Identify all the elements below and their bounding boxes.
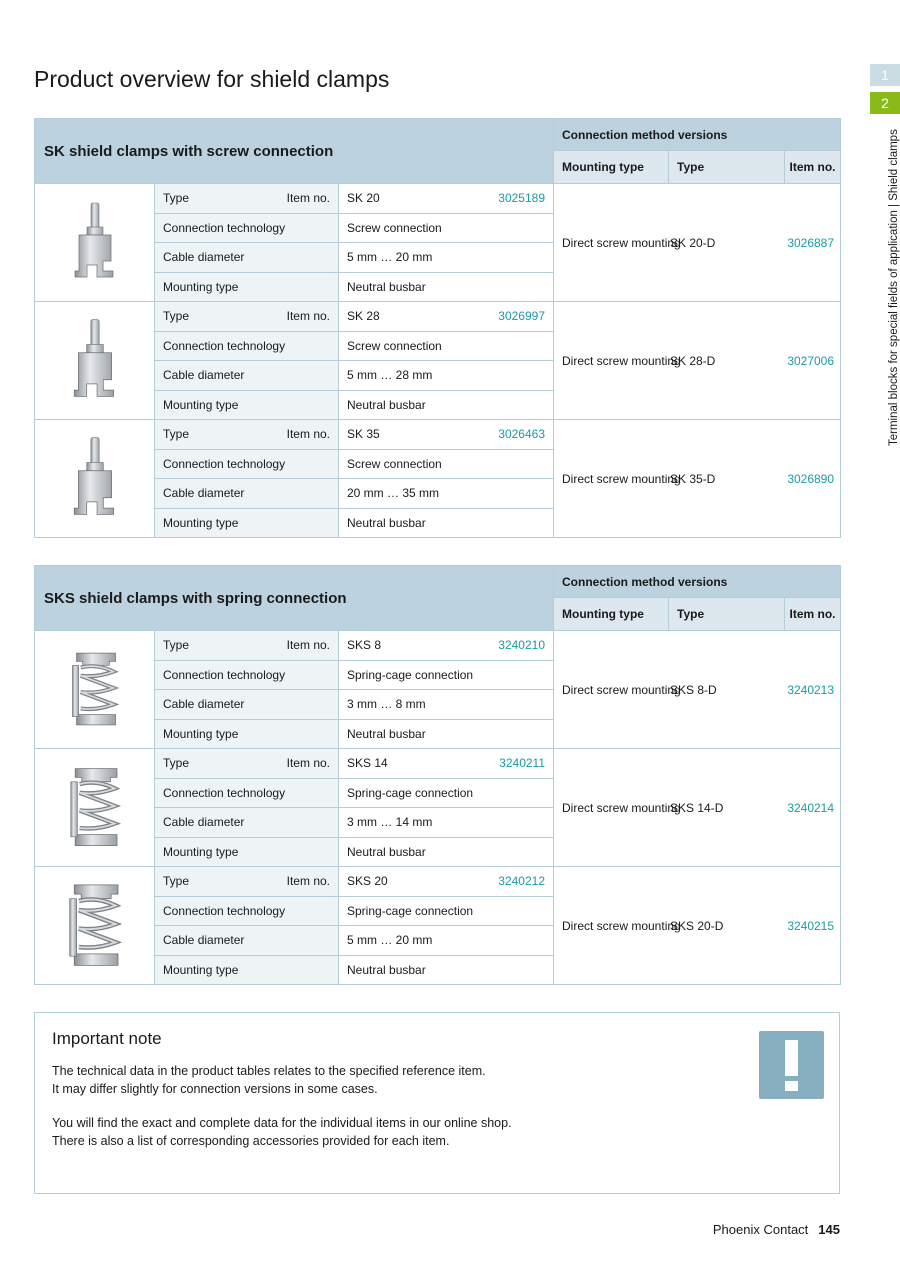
conn-item-link[interactable]: 3026887 [787, 235, 835, 250]
product-image-sk20 [35, 184, 155, 302]
row-label-technology: Connection technology [155, 331, 339, 361]
row-label-cable: Cable diameter [155, 926, 339, 956]
conn-item-link[interactable]: 3240214 [787, 800, 835, 815]
product-technology: Spring-cage connection [339, 778, 554, 808]
conn-type: SKS 20-D [670, 918, 724, 933]
product-technology: Spring-cage connection [339, 896, 554, 926]
connection-method-header: Connection method versions [554, 566, 841, 598]
row-label-mounting: Mounting type [155, 390, 339, 420]
product-item-link[interactable]: 3026997 [498, 309, 545, 324]
product-technology: Screw connection [339, 213, 554, 243]
product-technology: Screw connection [339, 449, 554, 479]
conn-item-link[interactable]: 3026890 [787, 471, 835, 486]
product-item-link[interactable]: 3240210 [498, 638, 545, 653]
note-paragraph-2 [52, 1114, 512, 1150]
product-item-link[interactable]: 3026463 [498, 427, 545, 442]
type-header: Type [669, 151, 785, 184]
conn-mounting-type: Direct screw mounting [562, 471, 681, 486]
row-label-type: Type [163, 309, 190, 324]
product-mounting: Neutral busbar [339, 837, 554, 867]
product-image-sk35 [35, 420, 155, 538]
important-note-box [34, 1012, 840, 1194]
row-label-item-no: Item no. [286, 638, 330, 653]
mounting-type-header: Mounting type [554, 151, 669, 184]
row-label-technology: Connection technology [155, 896, 339, 926]
row-label-technology: Connection technology [155, 660, 339, 690]
product-technology: Spring-cage connection [339, 660, 554, 690]
product-mounting: Neutral busbar [339, 719, 554, 749]
product-image-sk28 [35, 302, 155, 420]
product-type: SKS 14 [347, 756, 388, 771]
conn-type: SK 35-D [670, 471, 716, 486]
note-paragraph-1 [52, 1062, 486, 1098]
conn-mounting-type: Direct screw mounting [562, 235, 681, 250]
connection-version-cell [554, 867, 841, 985]
row-label-item-no: Item no. [286, 191, 330, 206]
footer-brand: Phoenix Contact [712, 1222, 809, 1237]
product-item-link[interactable]: 3240212 [498, 874, 545, 889]
row-label-item-no: Item no. [286, 874, 330, 889]
type-header: Type [669, 598, 785, 631]
note-line: You will find the exact and complete data for the individual items in our online shop. [52, 1116, 512, 1130]
connection-version-cell [554, 184, 841, 302]
product-type: SK 35 [347, 427, 380, 442]
product-mounting: Neutral busbar [339, 272, 554, 302]
conn-item-link[interactable]: 3027006 [787, 353, 835, 368]
product-cable-diameter: 5 mm … 28 mm [339, 361, 554, 391]
note-line: There is also a list of corresponding accessories provided for each item. [52, 1134, 450, 1148]
conn-type: SKS 8-D [670, 682, 717, 697]
conn-item-link[interactable]: 3240215 [787, 918, 835, 933]
row-label-type: Type [163, 191, 190, 206]
row-label-type: Type [163, 638, 190, 653]
product-mounting: Neutral busbar [339, 955, 554, 985]
sks-table-title: SKS shield clamps with spring connection [35, 566, 554, 631]
product-image-sks8 [35, 631, 155, 749]
connection-version-cell [554, 749, 841, 867]
chapter-tab-2[interactable]: 2 [870, 92, 900, 114]
conn-type: SK 20-D [670, 235, 716, 250]
product-item-link[interactable]: 3025189 [498, 191, 545, 206]
product-type: SKS 20 [347, 874, 388, 889]
row-label-technology: Connection technology [155, 449, 339, 479]
item-no-header: Item no. [785, 151, 841, 184]
mounting-type-header: Mounting type [554, 598, 669, 631]
page-number: 145 [818, 1222, 840, 1237]
product-cable-diameter: 3 mm … 14 mm [339, 808, 554, 838]
row-label-type: Type [163, 756, 190, 771]
row-label-item-no: Item no. [286, 756, 330, 771]
product-type: SK 28 [347, 309, 380, 324]
row-label-mounting: Mounting type [155, 508, 339, 538]
conn-type: SK 28-D [670, 353, 716, 368]
product-type: SKS 8 [347, 638, 382, 653]
row-label-mounting: Mounting type [155, 272, 339, 302]
row-label-mounting: Mounting type [155, 955, 339, 985]
row-label-cable: Cable diameter [155, 361, 339, 391]
connection-version-cell [554, 631, 841, 749]
conn-item-link[interactable]: 3240213 [787, 682, 835, 697]
row-label-type: Type [163, 427, 190, 442]
side-running-title: Terminal blocks for special fields of application | Shield clamps [888, 129, 900, 446]
sk-product-table [34, 118, 841, 538]
row-label-mounting: Mounting type [155, 837, 339, 867]
product-mounting: Neutral busbar [339, 508, 554, 538]
note-title: Important note [52, 1029, 162, 1048]
row-label-cable: Cable diameter [155, 243, 339, 273]
conn-type: SKS 14-D [670, 800, 724, 815]
row-label-cable: Cable diameter [155, 479, 339, 509]
conn-mounting-type: Direct screw mounting [562, 918, 681, 933]
row-label-item-no: Item no. [286, 427, 330, 442]
product-technology: Screw connection [339, 331, 554, 361]
row-label-cable: Cable diameter [155, 808, 339, 838]
row-label-item-no: Item no. [286, 309, 330, 324]
note-line: It may differ slightly for connection versions in some cases. [52, 1082, 378, 1096]
product-item-link[interactable]: 3240211 [499, 756, 545, 771]
connection-version-cell [554, 420, 841, 538]
chapter-tab-1[interactable]: 1 [870, 64, 900, 86]
note-line: The technical data in the product tables relates to the specified reference item. [52, 1064, 486, 1078]
product-cable-diameter: 20 mm … 35 mm [339, 479, 554, 509]
product-type: SK 20 [347, 191, 380, 206]
sk-table-title: SK shield clamps with screw connection [35, 119, 554, 184]
row-label-type: Type [163, 874, 190, 889]
row-label-cable: Cable diameter [155, 690, 339, 720]
page-title: Product overview for shield clamps [34, 66, 390, 92]
product-cable-diameter: 5 mm … 20 mm [339, 926, 554, 956]
sks-product-table [34, 565, 841, 985]
product-cable-diameter: 3 mm … 8 mm [339, 690, 554, 720]
conn-mounting-type: Direct screw mounting [562, 800, 681, 815]
conn-mounting-type: Direct screw mounting [562, 353, 681, 368]
product-mounting: Neutral busbar [339, 390, 554, 420]
connection-version-cell [554, 302, 841, 420]
row-label-mounting: Mounting type [155, 719, 339, 749]
item-no-header: Item no. [785, 598, 841, 631]
row-label-technology: Connection technology [155, 778, 339, 808]
page-footer [713, 1222, 840, 1237]
row-label-technology: Connection technology [155, 213, 339, 243]
exclamation-icon [759, 1031, 824, 1099]
conn-mounting-type: Direct screw mounting [562, 682, 681, 697]
product-image-sks20 [35, 867, 155, 985]
connection-method-header: Connection method versions [554, 119, 841, 151]
product-cable-diameter: 5 mm … 20 mm [339, 243, 554, 273]
product-image-sks14 [35, 749, 155, 867]
